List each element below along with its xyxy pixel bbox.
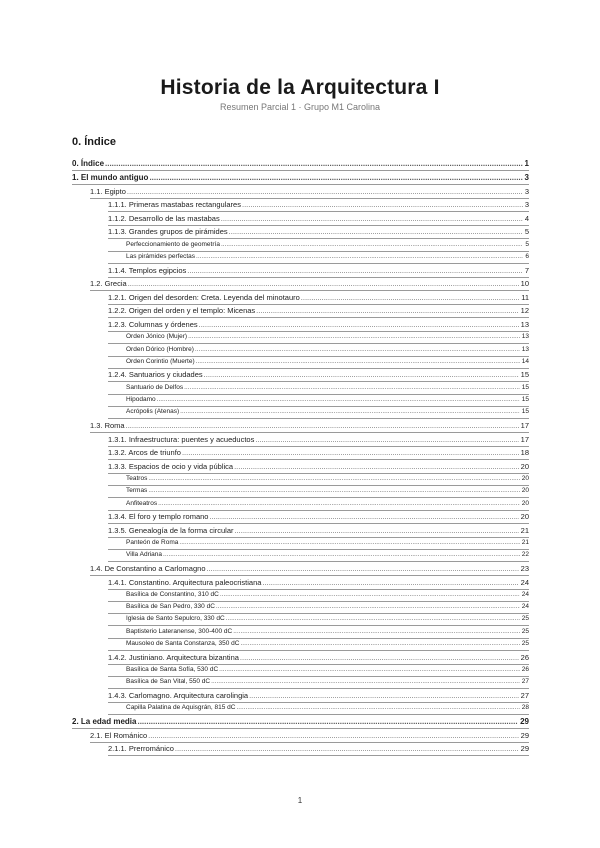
toc-entry[interactable] <box>72 689 529 702</box>
toc-entry[interactable] <box>72 357 529 368</box>
toc-entry-label: 1.1.4. Templos egipcios <box>108 265 187 275</box>
toc-entry[interactable] <box>72 332 529 343</box>
toc-entry-page: 27 <box>521 678 529 686</box>
toc-dot-leader <box>242 199 523 211</box>
toc-dot-leader <box>137 716 518 728</box>
toc-entry-label: 1.4. De Constantino a Carlomagno <box>90 563 206 573</box>
toc-entry-page: 6 <box>525 252 529 260</box>
toc-entry[interactable] <box>72 419 529 432</box>
toc-dot-leader <box>240 652 519 664</box>
toc-dot-leader <box>196 251 523 263</box>
toc-entry[interactable] <box>72 278 529 291</box>
toc-entry[interactable] <box>72 590 529 601</box>
toc-entry[interactable] <box>72 226 529 239</box>
toc-entry-label: 2. La edad media <box>72 717 137 727</box>
toc-dot-leader <box>207 563 519 575</box>
toc-entry-page: 13 <box>520 319 529 329</box>
toc-dot-leader <box>229 226 523 238</box>
toc-dot-leader <box>235 525 519 537</box>
toc-entry[interactable] <box>72 626 529 637</box>
toc-entry-label: 1.1.1. Primeras mastabas rectangulares <box>108 200 241 210</box>
toc-entry-label: 1.2.4. Santuarios y ciudades <box>108 370 203 380</box>
toc-entry-label: 1.1.2. Desarrollo de las mastabas <box>108 213 220 223</box>
toc-dot-leader <box>126 420 519 432</box>
toc-entry-page: 18 <box>520 448 529 458</box>
toc-dot-leader <box>182 447 519 459</box>
table-of-contents <box>72 157 529 756</box>
toc-entry-page: 7 <box>524 265 529 275</box>
toc-entry-page: 21 <box>521 539 529 547</box>
toc-entry-page: 1 <box>524 159 529 168</box>
toc-dot-leader <box>175 743 519 755</box>
toc-dot-leader <box>149 172 522 184</box>
toc-dot-leader <box>163 549 520 561</box>
toc-entry-label: 1.3.4. El foro y templo romano <box>108 512 209 522</box>
toc-entry[interactable] <box>72 498 529 509</box>
toc-entry-page: 15 <box>521 383 529 391</box>
toc-entry[interactable] <box>72 511 529 524</box>
toc-dot-leader <box>148 485 519 497</box>
toc-entry-page: 5 <box>524 227 529 237</box>
toc-dot-leader <box>199 319 519 331</box>
toc-entry-page: 15 <box>521 408 529 416</box>
toc-entry-label: Anfiteatros <box>126 499 158 507</box>
toc-entry[interactable] <box>72 639 529 650</box>
toc-dot-leader <box>249 690 519 702</box>
toc-dot-leader <box>180 406 520 418</box>
toc-entry[interactable] <box>72 614 529 625</box>
toc-dot-leader <box>179 537 519 549</box>
toc-entry-page: 3 <box>524 186 529 196</box>
toc-entry[interactable] <box>72 677 529 688</box>
toc-entry-page: 20 <box>521 487 529 495</box>
toc-entry-label: Orden Corintio (Muerte) <box>126 357 195 365</box>
toc-entry-page: 20 <box>521 474 529 482</box>
toc-entry-page: 11 <box>521 292 529 302</box>
toc-entry-label: Panteón de Roma <box>126 539 179 547</box>
toc-dot-leader <box>188 331 520 343</box>
toc-entry-label: 1.3. Roma <box>90 420 125 430</box>
toc-entry[interactable] <box>72 486 529 497</box>
toc-entry[interactable] <box>72 743 529 756</box>
toc-entry-label: Teatros <box>126 474 148 482</box>
toc-entry[interactable] <box>72 524 529 537</box>
toc-entry-label: 1.2.1. Origen del desorden: Creta. Leyenda del minotauro <box>108 292 300 302</box>
toc-dot-leader <box>240 638 519 650</box>
section-heading: 0. Índice <box>72 136 117 148</box>
toc-dot-leader <box>237 702 520 714</box>
toc-entry[interactable] <box>72 715 529 728</box>
toc-entry-label: 1.3.3. Espacios de ocio y vida pública <box>108 461 234 471</box>
toc-entry-label: 0. Índice <box>72 159 105 168</box>
toc-entry-page: 10 <box>520 279 529 289</box>
toc-entry-page: 15 <box>521 396 529 404</box>
toc-entry-label: Basílica de San Pedro, 330 dC <box>126 603 215 611</box>
toc-entry-label: Basílica de Santa Sofía, 530 dC <box>126 665 219 673</box>
toc-entry-label: Orden Jónico (Mujer) <box>126 333 188 341</box>
toc-entry-label: 1.4.2. Justiniano. Arquitectura bizantina <box>108 652 239 662</box>
toc-dot-leader <box>234 461 519 473</box>
toc-dot-leader <box>221 239 523 251</box>
toc-entry-label: Santuario de Delfos <box>126 383 184 391</box>
toc-entry-label: Baptisterio Lateranense, 300-400 dC <box>126 627 233 635</box>
toc-dot-leader <box>209 511 518 523</box>
toc-entry-page: 25 <box>521 627 529 635</box>
toc-entry-label: 1.2.2. Origen del orden y el templo: Micenas <box>108 306 256 316</box>
toc-entry-page: 24 <box>521 590 529 598</box>
toc-entry-page: 25 <box>521 615 529 623</box>
toc-entry-label: Capilla Palatina de Aquisgrán, 815 dC <box>126 704 236 712</box>
toc-dot-leader <box>196 356 520 368</box>
toc-dot-leader <box>148 730 519 742</box>
toc-entry-page: 17 <box>520 420 529 430</box>
toc-entry[interactable] <box>72 344 529 355</box>
toc-dot-leader <box>221 213 523 225</box>
toc-entry-label: Iglesia de Santo Sepulcro, 330 dC <box>126 615 225 623</box>
toc-entry[interactable] <box>72 199 529 212</box>
toc-entry[interactable] <box>72 252 529 263</box>
toc-entry[interactable] <box>72 729 529 742</box>
toc-dot-leader <box>226 613 520 625</box>
toc-entry-label: 2.1. El Románico <box>90 730 148 740</box>
toc-entry[interactable] <box>72 171 529 184</box>
toc-dot-leader <box>195 344 520 356</box>
toc-entry-label: Perfeccionamiento de geometría <box>126 240 220 248</box>
toc-entry[interactable] <box>72 291 529 304</box>
toc-dot-leader <box>127 186 523 198</box>
toc-entry-label: 1.4.3. Carlomagno. Arquitectura carolingia <box>108 690 249 700</box>
toc-entry-page: 3 <box>524 200 529 210</box>
toc-dot-leader <box>158 498 520 510</box>
toc-dot-leader <box>148 473 519 485</box>
toc-entry-label: Orden Dórico (Hombre) <box>126 345 194 353</box>
toc-dot-leader <box>256 305 518 317</box>
toc-entry-page: 5 <box>525 240 529 248</box>
toc-entry-page: 26 <box>521 665 529 673</box>
toc-entry[interactable] <box>72 395 529 406</box>
toc-dot-leader <box>128 278 519 290</box>
toc-entry[interactable] <box>72 305 529 318</box>
toc-entry-page: 17 <box>520 434 529 444</box>
toc-dot-leader <box>184 382 520 394</box>
toc-entry[interactable] <box>72 665 529 676</box>
toc-entry-page: 14 <box>521 357 529 365</box>
page-number: 1 <box>297 796 303 805</box>
toc-entry-label: Villa Adriana <box>126 551 163 559</box>
toc-dot-leader <box>204 369 519 381</box>
toc-entry-label: 1.4.1. Constantino. Arquitectura paleocristiana <box>108 577 262 587</box>
toc-entry[interactable] <box>72 212 529 225</box>
toc-dot-leader <box>105 158 523 170</box>
toc-dot-leader <box>157 394 520 406</box>
toc-entry-page: 26 <box>520 652 529 662</box>
toc-entry-page: 13 <box>521 333 529 341</box>
toc-entry-page: 24 <box>520 577 529 587</box>
toc-entry[interactable] <box>72 264 529 277</box>
toc-entry-page: 20 <box>520 512 529 522</box>
toc-entry-label: Mausoleo de Santa Constanza, 350 dC <box>126 640 240 648</box>
toc-entry-page: 22 <box>521 551 529 559</box>
toc-entry[interactable] <box>72 369 529 382</box>
toc-entry-page: 28 <box>521 704 529 712</box>
toc-entry[interactable] <box>72 433 529 446</box>
toc-entry[interactable] <box>72 651 529 664</box>
toc-entry-page: 21 <box>520 525 529 535</box>
toc-entry-page: 20 <box>521 499 529 507</box>
toc-entry-page: 15 <box>520 370 529 380</box>
toc-entry[interactable] <box>72 382 529 393</box>
toc-dot-leader <box>301 292 519 304</box>
toc-entry[interactable] <box>72 157 529 170</box>
toc-entry[interactable] <box>72 474 529 485</box>
toc-entry-label: 1.3.2. Arcos de triunfo <box>108 448 181 458</box>
toc-entry-page: 12 <box>520 306 529 316</box>
toc-entry-page: 29 <box>520 730 529 740</box>
toc-entry-label: 1.3.5. Genealogía de la forma circular <box>108 525 234 535</box>
toc-entry-label: 2.1.1. Prerrománico <box>108 744 174 754</box>
toc-entry-label: 1.2. Grecia <box>90 279 127 289</box>
toc-dot-leader <box>187 265 523 277</box>
toc-entry-label: Acrópolis (Atenas) <box>126 408 180 416</box>
toc-entry[interactable] <box>72 538 529 549</box>
toc-dot-leader <box>220 589 520 601</box>
toc-entry-label: Las pirámides perfectas <box>126 252 196 260</box>
toc-entry[interactable] <box>72 407 529 418</box>
document-title: Historia de la Arquitectura I <box>160 76 440 99</box>
toc-entry-page: 29 <box>520 717 529 727</box>
toc-entry[interactable] <box>72 239 529 250</box>
toc-entry-page: 13 <box>521 345 529 353</box>
toc-entry-page: 27 <box>520 690 529 700</box>
toc-entry-label: 1.3.1. Infraestructura: puentes y acueductos <box>108 434 255 444</box>
toc-dot-leader <box>219 664 520 676</box>
toc-entry[interactable] <box>72 576 529 589</box>
toc-entry-label: 1.2.3. Columnas y órdenes <box>108 319 198 329</box>
toc-entry-page: 4 <box>524 213 529 223</box>
toc-entry[interactable] <box>72 550 529 561</box>
toc-entry[interactable] <box>72 447 529 460</box>
toc-dot-leader <box>262 577 518 589</box>
toc-entry-page: 23 <box>520 563 529 573</box>
document-subtitle: Resumen Parcial 1 · Grupo M1 Carolina <box>219 102 381 112</box>
toc-entry-label: 1.1. Egipto <box>90 186 126 196</box>
toc-entry-page: 20 <box>520 461 529 471</box>
toc-entry[interactable] <box>72 460 529 473</box>
toc-entry[interactable] <box>72 703 529 714</box>
toc-entry[interactable] <box>72 185 529 198</box>
toc-dot-leader <box>255 434 518 446</box>
toc-separator <box>108 755 529 756</box>
toc-entry[interactable] <box>72 562 529 575</box>
toc-entry-page: 25 <box>521 640 529 648</box>
toc-entry-page: 24 <box>521 603 529 611</box>
toc-entry-label: Basílica de San Vital, 550 dC <box>126 678 211 686</box>
toc-entry-label: Hipodamo <box>126 396 156 404</box>
toc-dot-leader <box>216 601 520 613</box>
toc-entry-label: 1. El mundo antiguo <box>72 173 149 182</box>
toc-entry-label: Termas <box>126 487 148 495</box>
toc-entry[interactable] <box>72 318 529 331</box>
toc-entry-label: 1.1.3. Grandes grupos de pirámides <box>108 227 228 237</box>
toc-dot-leader <box>211 676 520 688</box>
toc-dot-leader <box>233 626 520 638</box>
toc-entry-page: 29 <box>520 744 529 754</box>
toc-entry-page: 3 <box>524 173 529 182</box>
toc-entry[interactable] <box>72 602 529 613</box>
toc-entry-label: Basílica de Constantino, 310 dC <box>126 590 219 598</box>
